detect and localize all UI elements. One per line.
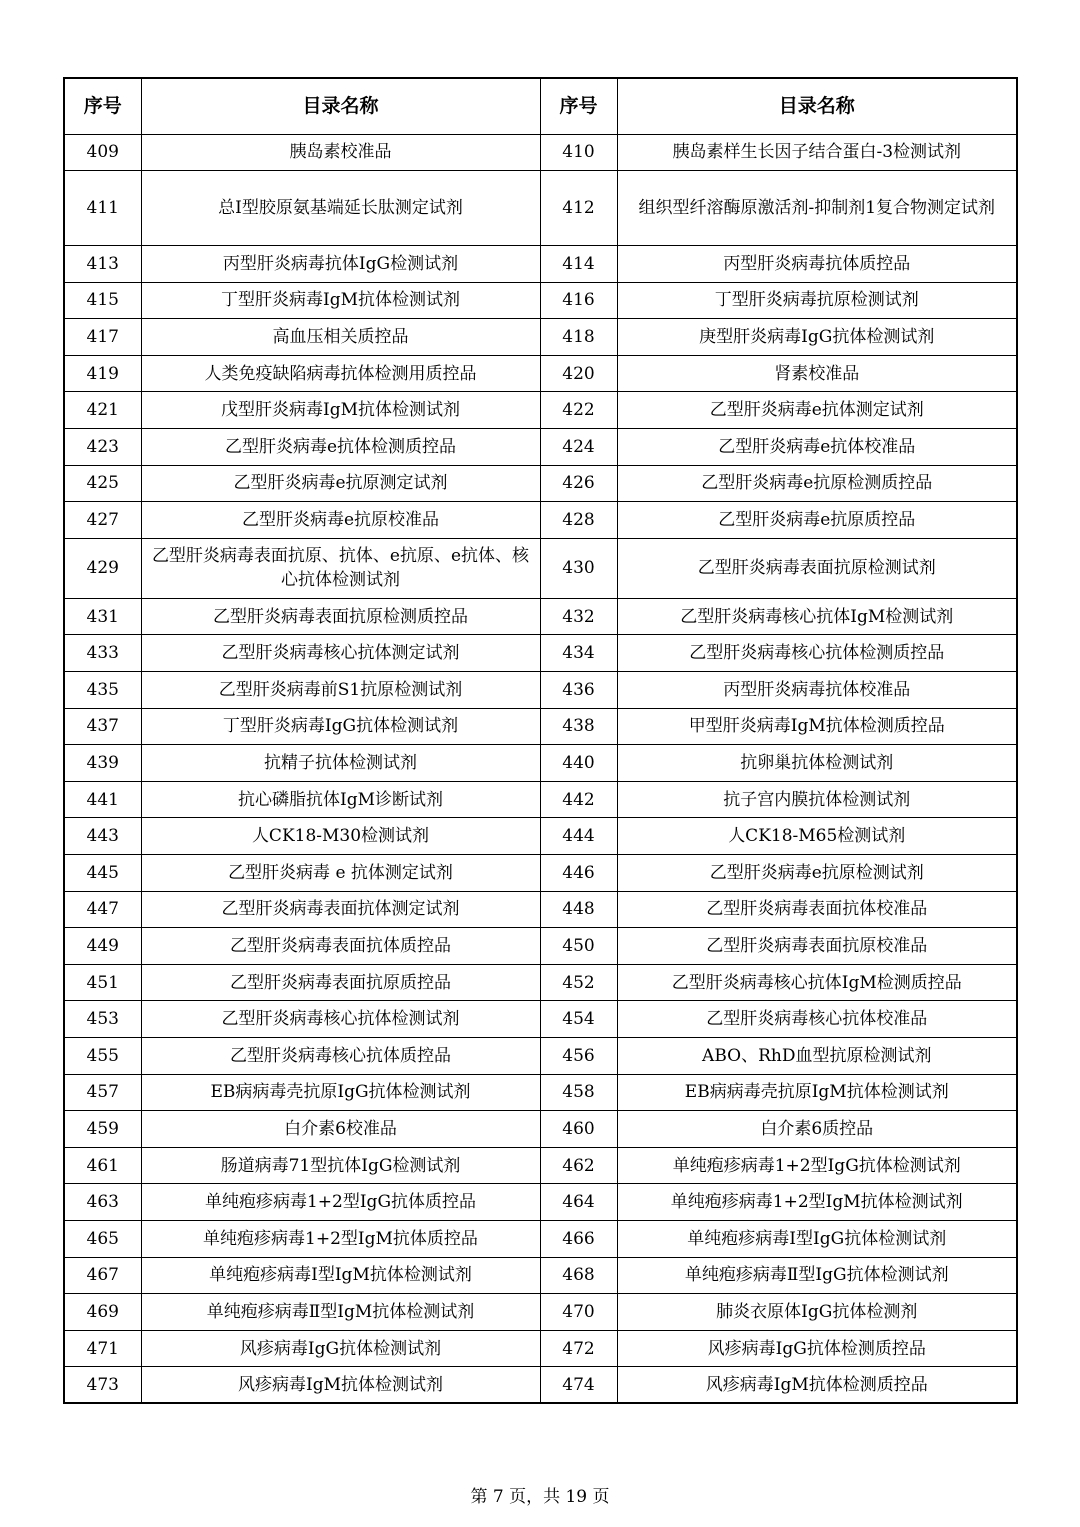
row-seq-left: 457 — [64, 1074, 141, 1111]
row-seq-left: 435 — [64, 672, 141, 709]
row-name-left: 单纯疱疹病毒1+2型IgM抗体质控品 — [141, 1220, 540, 1257]
row-seq-left: 425 — [64, 465, 141, 502]
row-seq-right: 424 — [540, 429, 617, 466]
row-name-left: 乙型肝炎病毒e抗体检测质控品 — [141, 429, 540, 466]
row-seq-right: 472 — [540, 1330, 617, 1367]
table-row — [64, 672, 1017, 709]
row-name-right: 丙型肝炎病毒抗体校准品 — [617, 672, 1017, 709]
table-row — [64, 1367, 1017, 1404]
table-row — [64, 392, 1017, 429]
row-name-right: 庚型肝炎病毒IgG抗体检测试剂 — [617, 319, 1017, 356]
table-row — [64, 1074, 1017, 1111]
row-seq-left: 463 — [64, 1184, 141, 1221]
header-name-right: 目录名称 — [617, 78, 1017, 134]
row-seq-right: 468 — [540, 1257, 617, 1294]
row-seq-right: 420 — [540, 355, 617, 392]
row-seq-left: 419 — [64, 355, 141, 392]
row-name-left: 乙型肝炎病毒表面抗体质控品 — [141, 928, 540, 965]
table-row — [64, 964, 1017, 1001]
row-seq-right: 426 — [540, 465, 617, 502]
row-seq-right: 444 — [540, 818, 617, 855]
row-seq-left: 443 — [64, 818, 141, 855]
row-seq-left: 431 — [64, 598, 141, 635]
row-name-right: ABO、RhD血型抗原检测试剂 — [617, 1037, 1017, 1074]
row-name-left: 人类免疫缺陷病毒抗体检测用质控品 — [141, 355, 540, 392]
row-name-left: 单纯疱疹病毒Ⅰ型IgM抗体检测试剂 — [141, 1257, 540, 1294]
row-seq-right: 430 — [540, 538, 617, 598]
row-name-right: 组织型纤溶酶原激活剂-抑制剂1复合物测定试剂 — [617, 171, 1017, 246]
row-seq-left: 451 — [64, 964, 141, 1001]
header-seq-right: 序号 — [540, 78, 617, 134]
row-seq-right: 434 — [540, 635, 617, 672]
table-row — [64, 781, 1017, 818]
row-seq-right: 414 — [540, 246, 617, 283]
row-name-left: 胰岛素校准品 — [141, 134, 540, 171]
row-seq-left: 433 — [64, 635, 141, 672]
row-seq-right: 454 — [540, 1001, 617, 1038]
row-seq-right: 470 — [540, 1294, 617, 1331]
row-name-right: 乙型肝炎病毒e抗体测定试剂 — [617, 392, 1017, 429]
table-row — [64, 855, 1017, 892]
row-name-left: 乙型肝炎病毒e抗原测定试剂 — [141, 465, 540, 502]
row-seq-left: 469 — [64, 1294, 141, 1331]
row-name-left: 乙型肝炎病毒核心抗体检测试剂 — [141, 1001, 540, 1038]
row-seq-left: 467 — [64, 1257, 141, 1294]
row-name-left: 丙型肝炎病毒抗体IgG检测试剂 — [141, 246, 540, 283]
row-name-left: 单纯疱疹病毒Ⅱ型IgM抗体检测试剂 — [141, 1294, 540, 1331]
row-name-left: 风疹病毒IgG抗体检测试剂 — [141, 1330, 540, 1367]
row-name-right: 风疹病毒IgM抗体检测质控品 — [617, 1367, 1017, 1404]
row-name-right: 白介素6质控品 — [617, 1111, 1017, 1148]
row-name-left: 高血压相关质控品 — [141, 319, 540, 356]
table-row — [64, 319, 1017, 356]
row-name-left: 抗精子抗体检测试剂 — [141, 745, 540, 782]
row-seq-right: 450 — [540, 928, 617, 965]
row-seq-left: 409 — [64, 134, 141, 171]
row-seq-left: 427 — [64, 502, 141, 539]
row-name-left: 乙型肝炎病毒表面抗原检测质控品 — [141, 598, 540, 635]
row-seq-right: 440 — [540, 745, 617, 782]
row-name-right: EB病病毒壳抗原IgM抗体检测试剂 — [617, 1074, 1017, 1111]
row-seq-left: 421 — [64, 392, 141, 429]
row-seq-right: 448 — [540, 891, 617, 928]
table-row — [64, 246, 1017, 283]
row-name-right: 乙型肝炎病毒核心抗体检测质控品 — [617, 635, 1017, 672]
row-seq-right: 442 — [540, 781, 617, 818]
row-name-left: 乙型肝炎病毒表面抗原质控品 — [141, 964, 540, 1001]
table-row — [64, 745, 1017, 782]
table-row — [64, 538, 1017, 598]
table-row — [64, 502, 1017, 539]
row-seq-right: 438 — [540, 708, 617, 745]
row-seq-right: 436 — [540, 672, 617, 709]
row-name-left: 白介素6校准品 — [141, 1111, 540, 1148]
row-name-right: 胰岛素样生长因子结合蛋白-3检测试剂 — [617, 134, 1017, 171]
table-row — [64, 1184, 1017, 1221]
row-seq-right: 462 — [540, 1147, 617, 1184]
row-seq-right: 418 — [540, 319, 617, 356]
row-name-right: 抗子宫内膜抗体检测试剂 — [617, 781, 1017, 818]
table-header-row — [64, 78, 1017, 134]
row-name-right: 人CK18-M65检测试剂 — [617, 818, 1017, 855]
row-name-left: 戊型肝炎病毒IgM抗体检测试剂 — [141, 392, 540, 429]
header-name-left: 目录名称 — [141, 78, 540, 134]
table-row — [64, 1147, 1017, 1184]
row-seq-left: 455 — [64, 1037, 141, 1074]
table-body — [64, 134, 1017, 1403]
row-name-right: 乙型肝炎病毒e抗体校准品 — [617, 429, 1017, 466]
row-name-right: 肺炎衣原体IgG抗体检测剂 — [617, 1294, 1017, 1331]
row-seq-left: 465 — [64, 1220, 141, 1257]
row-seq-right: 474 — [540, 1367, 617, 1404]
table-row — [64, 1220, 1017, 1257]
table-row — [64, 1037, 1017, 1074]
row-name-left: 乙型肝炎病毒表面抗体测定试剂 — [141, 891, 540, 928]
row-name-right: 乙型肝炎病毒e抗原检测试剂 — [617, 855, 1017, 892]
row-seq-right: 452 — [540, 964, 617, 1001]
row-name-right: 乙型肝炎病毒e抗原质控品 — [617, 502, 1017, 539]
row-seq-left: 459 — [64, 1111, 141, 1148]
row-name-left: 丁型肝炎病毒IgM抗体检测试剂 — [141, 282, 540, 319]
page-number: 第 7 页，共 19 页 — [470, 1487, 610, 1507]
row-seq-right: 422 — [540, 392, 617, 429]
row-seq-right: 460 — [540, 1111, 617, 1148]
row-name-right: 乙型肝炎病毒核心抗体IgM检测试剂 — [617, 598, 1017, 635]
table-row — [64, 891, 1017, 928]
row-seq-left: 411 — [64, 171, 141, 246]
row-seq-left: 461 — [64, 1147, 141, 1184]
row-name-right: 肾素校准品 — [617, 355, 1017, 392]
row-name-right: 单纯疱疹病毒1+2型IgM抗体检测试剂 — [617, 1184, 1017, 1221]
row-name-right: 单纯疱疹病毒Ⅱ型IgG抗体检测试剂 — [617, 1257, 1017, 1294]
table-row — [64, 1257, 1017, 1294]
table-row — [64, 928, 1017, 965]
row-seq-left: 439 — [64, 745, 141, 782]
table-row — [64, 1294, 1017, 1331]
table-row — [64, 635, 1017, 672]
row-name-right: 单纯疱疹病毒1+2型IgG抗体检测试剂 — [617, 1147, 1017, 1184]
catalog-table — [63, 77, 1018, 1404]
row-name-right: 甲型肝炎病毒IgM抗体检测质控品 — [617, 708, 1017, 745]
row-name-left: 乙型肝炎病毒核心抗体质控品 — [141, 1037, 540, 1074]
row-seq-left: 415 — [64, 282, 141, 319]
row-name-right: 丙型肝炎病毒抗体质控品 — [617, 246, 1017, 283]
row-name-right: 乙型肝炎病毒表面抗体校准品 — [617, 891, 1017, 928]
table-row — [64, 1111, 1017, 1148]
table-row — [64, 134, 1017, 171]
row-name-left: 总I型胶原氨基端延长肽测定试剂 — [141, 171, 540, 246]
row-seq-left: 413 — [64, 246, 141, 283]
row-name-right: 单纯疱疹病毒Ⅰ型IgG抗体检测试剂 — [617, 1220, 1017, 1257]
row-name-right: 抗卵巢抗体检测试剂 — [617, 745, 1017, 782]
row-name-left: 风疹病毒IgM抗体检测试剂 — [141, 1367, 540, 1404]
row-name-left: 乙型肝炎病毒前S1抗原检测试剂 — [141, 672, 540, 709]
row-seq-left: 471 — [64, 1330, 141, 1367]
table-row — [64, 282, 1017, 319]
table-row — [64, 818, 1017, 855]
row-seq-right: 416 — [540, 282, 617, 319]
row-seq-left: 473 — [64, 1367, 141, 1404]
row-seq-left: 417 — [64, 319, 141, 356]
row-name-left: EB病病毒壳抗原IgG抗体检测试剂 — [141, 1074, 540, 1111]
row-seq-right: 412 — [540, 171, 617, 246]
row-seq-left: 423 — [64, 429, 141, 466]
row-seq-left: 441 — [64, 781, 141, 818]
table-row — [64, 598, 1017, 635]
row-seq-left: 429 — [64, 538, 141, 598]
row-name-left: 肠道病毒71型抗体IgG检测试剂 — [141, 1147, 540, 1184]
row-seq-left: 449 — [64, 928, 141, 965]
table-row — [64, 355, 1017, 392]
header-seq-left: 序号 — [64, 78, 141, 134]
table-row — [64, 1330, 1017, 1367]
row-seq-right: 410 — [540, 134, 617, 171]
table-row — [64, 1001, 1017, 1038]
row-name-right: 乙型肝炎病毒核心抗体IgM检测质控品 — [617, 964, 1017, 1001]
row-seq-right: 456 — [540, 1037, 617, 1074]
row-name-left: 乙型肝炎病毒 e 抗体测定试剂 — [141, 855, 540, 892]
row-seq-left: 453 — [64, 1001, 141, 1038]
row-name-left: 乙型肝炎病毒e抗原校准品 — [141, 502, 540, 539]
row-name-right: 乙型肝炎病毒核心抗体校准品 — [617, 1001, 1017, 1038]
table-row — [64, 171, 1017, 246]
row-name-left: 乙型肝炎病毒核心抗体测定试剂 — [141, 635, 540, 672]
row-seq-left: 437 — [64, 708, 141, 745]
row-seq-left: 447 — [64, 891, 141, 928]
row-name-left: 单纯疱疹病毒1+2型IgG抗体质控品 — [141, 1184, 540, 1221]
row-name-left: 人CK18-M30检测试剂 — [141, 818, 540, 855]
row-name-left: 丁型肝炎病毒IgG抗体检测试剂 — [141, 708, 540, 745]
row-name-left: 乙型肝炎病毒表面抗原、抗体、e抗原、e抗体、核心抗体检测试剂 — [141, 538, 540, 598]
table-row — [64, 708, 1017, 745]
row-seq-left: 445 — [64, 855, 141, 892]
row-seq-right: 458 — [540, 1074, 617, 1111]
row-seq-right: 466 — [540, 1220, 617, 1257]
row-name-right: 乙型肝炎病毒表面抗原检测试剂 — [617, 538, 1017, 598]
row-name-left: 抗心磷脂抗体IgM诊断试剂 — [141, 781, 540, 818]
table-row — [64, 429, 1017, 466]
row-name-right: 乙型肝炎病毒e抗原检测质控品 — [617, 465, 1017, 502]
row-seq-right: 464 — [540, 1184, 617, 1221]
row-seq-right: 428 — [540, 502, 617, 539]
row-seq-right: 446 — [540, 855, 617, 892]
row-name-right: 丁型肝炎病毒抗原检测试剂 — [617, 282, 1017, 319]
table-row — [64, 465, 1017, 502]
row-name-right: 风疹病毒IgG抗体检测质控品 — [617, 1330, 1017, 1367]
row-name-right: 乙型肝炎病毒表面抗原校准品 — [617, 928, 1017, 965]
row-seq-right: 432 — [540, 598, 617, 635]
